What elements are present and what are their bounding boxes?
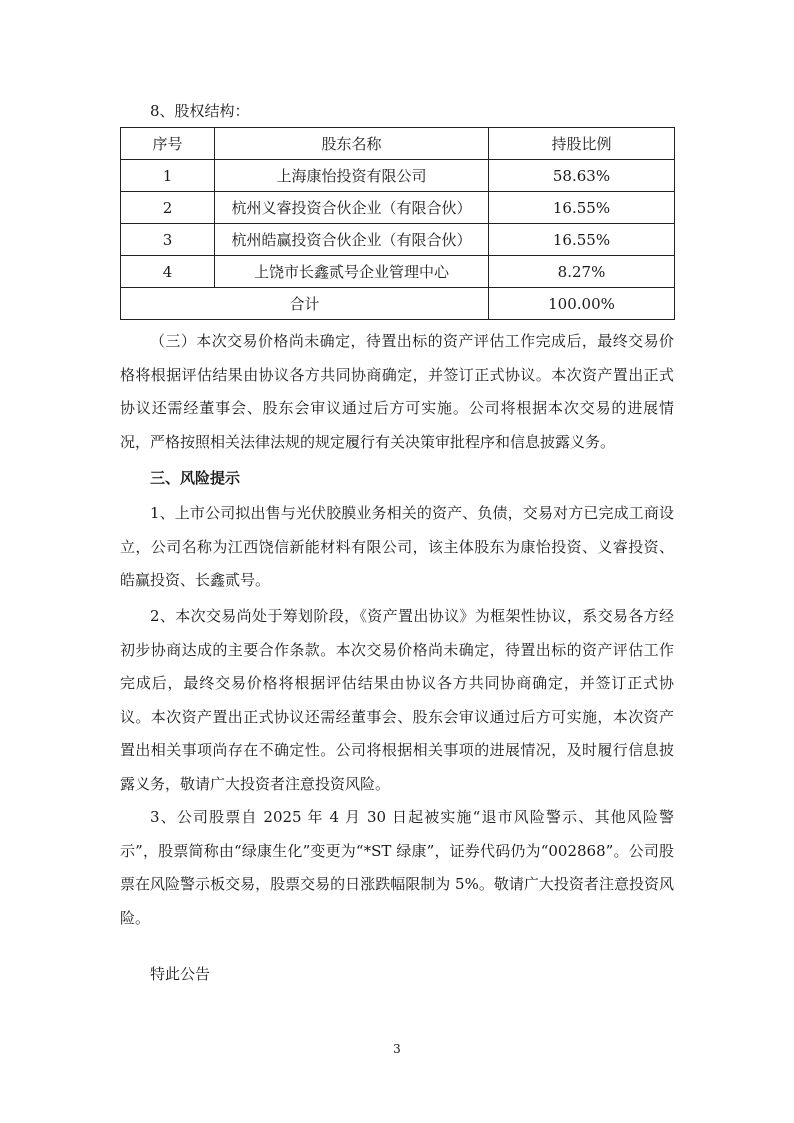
table-cell: 58.63% (489, 160, 675, 192)
table-row (121, 224, 675, 256)
page-number: 3 (393, 1042, 401, 1056)
table-row (121, 256, 675, 288)
table-cell: 4 (121, 256, 215, 288)
table-cell: 16.55% (489, 224, 675, 256)
table-cell: 2 (121, 192, 215, 224)
closing-statement: 特此公告 (150, 965, 211, 983)
shareholding-table (120, 127, 675, 320)
section-8-title: 8、股权结构： (150, 102, 250, 120)
table-cell: 杭州义睿投资合伙企业（有限合伙） (215, 192, 489, 224)
header-cell: 持股比例 (489, 128, 675, 160)
table-cell: 3 (121, 224, 215, 256)
table-cell: 8.27% (489, 256, 675, 288)
total-value: 100.00% (489, 288, 675, 320)
table-row (121, 160, 675, 192)
table-cell: 杭州皓赢投资合伙企业（有限合伙） (215, 224, 489, 256)
table-cell: 1 (121, 160, 215, 192)
header-cell: 序号 (121, 128, 215, 160)
total-label: 合计 (121, 288, 489, 320)
table-cell: 上饶市长鑫贰号企业管理中心 (215, 256, 489, 288)
risk-item-3: 3、公司股票自 2025 年 4 月 30 日起被实施“退市风险警示、其他风险警示”，股票简称由“绿康生化”变更为“*ST 绿康”，证券代码仍为“002868”。公司股票在风险警示板交易，股票交易的日涨跌幅限制为 5%。敬请广大投资者注意投资风险。 (120, 808, 674, 927)
section-heading-risk: 三、风险提示 (150, 469, 241, 487)
table-row (121, 192, 675, 224)
table-cell: 上海康怡投资有限公司 (215, 160, 489, 192)
paragraph-pricing: （三）本次交易价格尚未确定，待置出标的资产评估工作完成后，最终交易价格将根据评估结果由协议各方共同协商确定，并签订正式协议。本次资产置出正式协议还需经董事会、股东会审议通过后方可实施。公司将根据本次交易的进展情况，严格按照相关法律法规的规定履行有关决策审批程序和信息披露义务。 (120, 332, 674, 451)
table-total-row (121, 288, 675, 320)
header-cell: 股东名称 (215, 128, 489, 160)
table-cell: 16.55% (489, 192, 675, 224)
table-header-row (121, 128, 675, 160)
risk-item-2: 2、本次交易尚处于筹划阶段，《资产置出协议》为框架性协议，系交易各方经初步协商达成的主要合作条款。本次交易价格尚未确定，待置出标的资产评估工作完成后，最终交易价格将根据评估结果由协议各方共同协商确定，并签订正式协议。本次资产置出正式协议还需经董事会、股东会审议通过后方可实施，本次资产置出相关事项尚存在不确定性。公司将根据相关事项的进展情况，及时履行信息披露义务，敬请广大投资者注意投资风险。 (120, 607, 674, 793)
risk-item-1: 1、上市公司拟出售与光伏胶膜业务相关的资产、负债，交易对方已完成工商设立，公司名称为江西饶信新能材料有限公司，该主体股东为康怡投资、义睿投资、皓赢投资、长鑫贰号。 (120, 504, 674, 589)
